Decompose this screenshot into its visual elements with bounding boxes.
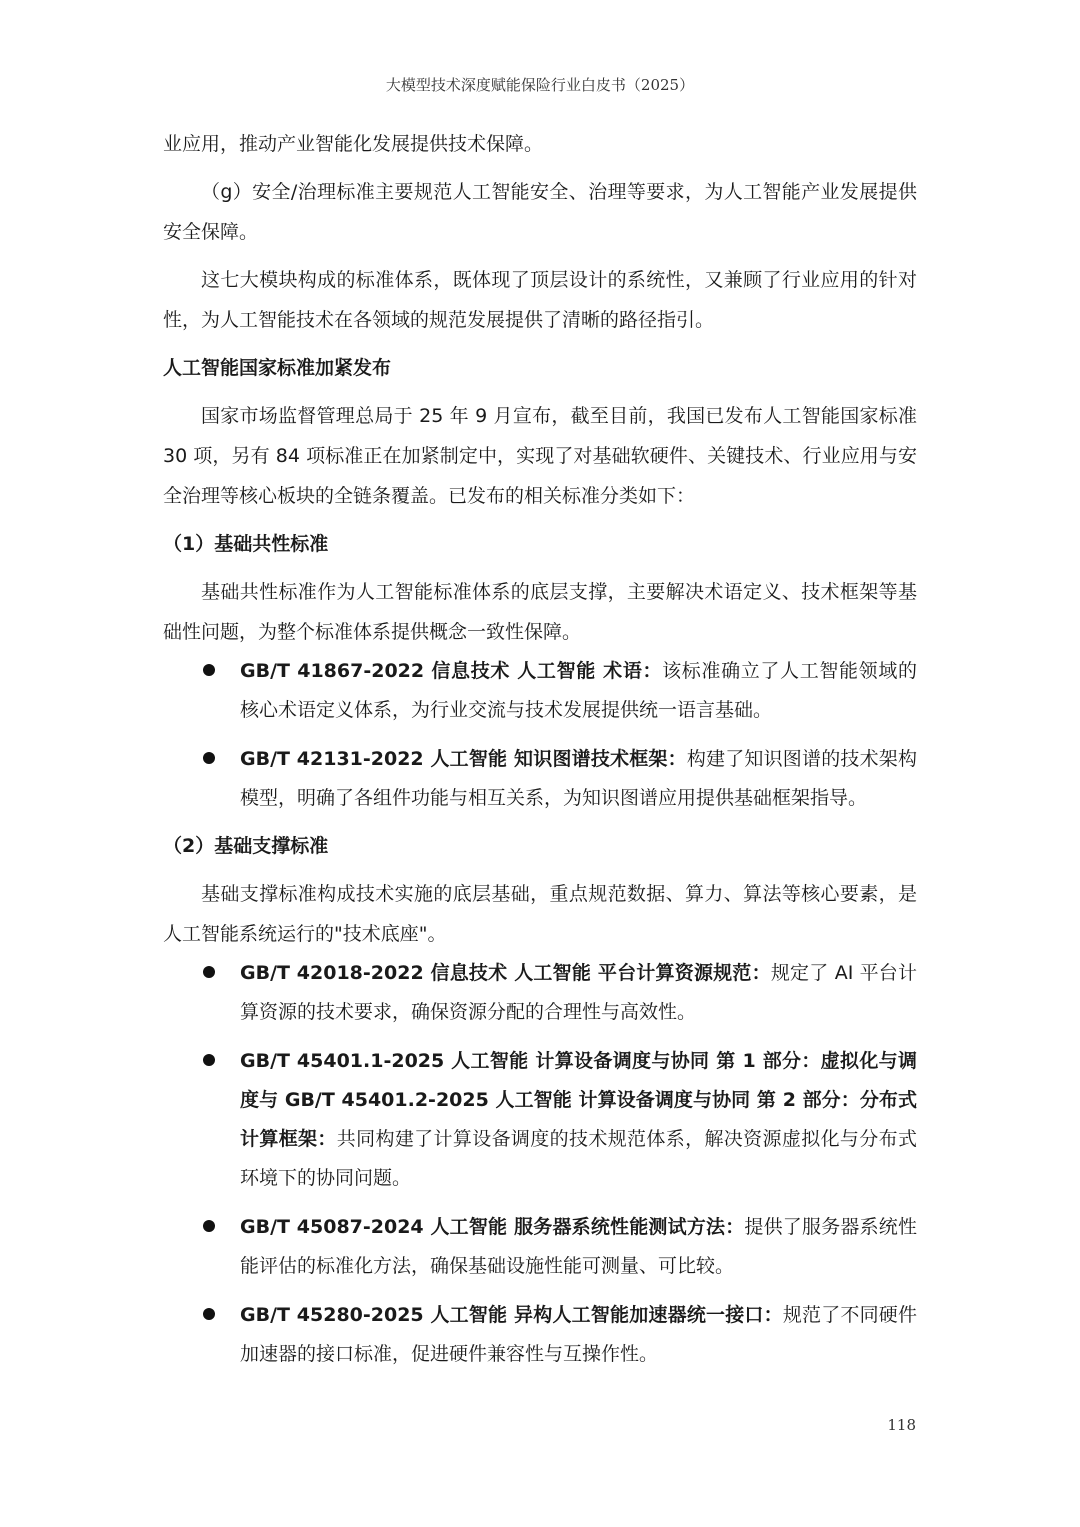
bullet-icon: [203, 1220, 215, 1232]
paragraph-basic-support-intro: 基础支撑标准构成技术实施的底层基础，重点规范数据、算力、算法等核心要素，是人工智能系统运行的"技术底座"。: [163, 883, 917, 945]
list-item: [163, 740, 917, 818]
bullet-icon: [203, 966, 215, 978]
bullet-icon: [203, 1054, 215, 1066]
standard-desc: 规范了不同硬件加速器的接口标准，促进硬件兼容性与互操作性。: [240, 1304, 917, 1365]
paragraph-basic-common-intro: 基础共性标准作为人工智能标准体系的底层支撑，主要解决术语定义、技术框架等基础性问题，为整个标准体系提供概念一致性保障。: [163, 581, 917, 643]
page-body: [163, 124, 917, 1374]
standard-term: GB/T 45401.1-2025 人工智能 计算设备调度与协同 第 1 部分：虚拟化与调度与 GB/T 45401.2-2025 人工智能 计算设备调度与协同 第 2 部分：分布式计算框架：: [240, 1050, 917, 1150]
list-item: [163, 652, 917, 730]
paragraph-continued: 业应用，推动产业智能化发展提供技术保障。: [163, 133, 544, 155]
list-item: [163, 954, 917, 1032]
basic-support-standards-list: [163, 954, 917, 1374]
standard-term: GB/T 41867-2022 信息技术 人工智能 术语：: [240, 660, 663, 682]
standard-term: GB/T 42131-2022 人工智能 知识图谱技术框架：: [240, 748, 687, 770]
standard-term: GB/T 42018-2022 信息技术 人工智能 平台计算资源规范：: [240, 962, 771, 984]
standard-term: GB/T 45087-2024 人工智能 服务器系统性能测试方法：: [240, 1216, 745, 1238]
list-item: [163, 1042, 917, 1198]
standard-desc: 共同构建了计算设备调度的技术规范体系，解决资源虚拟化与分布式环境下的协同问题。: [240, 1128, 917, 1189]
page-number: 118: [887, 1416, 916, 1434]
paragraph-g-security-governance: （g）安全/治理标准主要规范人工智能安全、治理等要求，为人工智能产业发展提供安全保障。: [163, 181, 917, 243]
section-heading-basic-common: （1）基础共性标准: [163, 533, 329, 555]
section-heading-release: 人工智能国家标准加紧发布: [163, 357, 392, 379]
standard-desc: 提供了服务器系统性能评估的标准化方法，确保基础设施性能可测量、可比较。: [240, 1216, 917, 1277]
basic-common-standards-list: [163, 652, 917, 818]
section-heading-basic-support: （2）基础支撑标准: [163, 835, 329, 857]
standard-desc: 构建了知识图谱的技术架构模型，明确了各组件功能与相互关系，为知识图谱应用提供基础框架指导。: [240, 748, 917, 809]
bullet-icon: [203, 1308, 215, 1320]
list-item: [163, 1208, 917, 1286]
list-item: [163, 1296, 917, 1374]
bullet-icon: [203, 664, 215, 676]
running-header: 大模型技术深度赋能保险行业白皮书（2025）: [385, 76, 695, 94]
standard-term: GB/T 45280-2025 人工智能 异构人工智能加速器统一接口：: [240, 1304, 783, 1326]
bullet-icon: [203, 752, 215, 764]
standard-desc: 规定了 AI 平台计算资源的技术要求，确保资源分配的合理性与高效性。: [240, 962, 917, 1023]
paragraph-summary: 这七大模块构成的标准体系，既体现了顶层设计的系统性，又兼顾了行业应用的针对性，为人工智能技术在各领域的规范发展提供了清晰的路径指引。: [163, 269, 917, 331]
paragraph-release: 国家市场监督管理总局于 25 年 9 月宣布，截至目前，我国已发布人工智能国家标准 30 项，另有 84 项标准正在加紧制定中，实现了对基础软硬件、关键技术、行业应用与安全治理等核心板块的全链条覆盖。已发布的相关标准分类如下：: [163, 405, 917, 507]
standard-desc: 该标准确立了人工智能领域的核心术语定义体系，为行业交流与技术发展提供统一语言基础。: [240, 660, 917, 721]
